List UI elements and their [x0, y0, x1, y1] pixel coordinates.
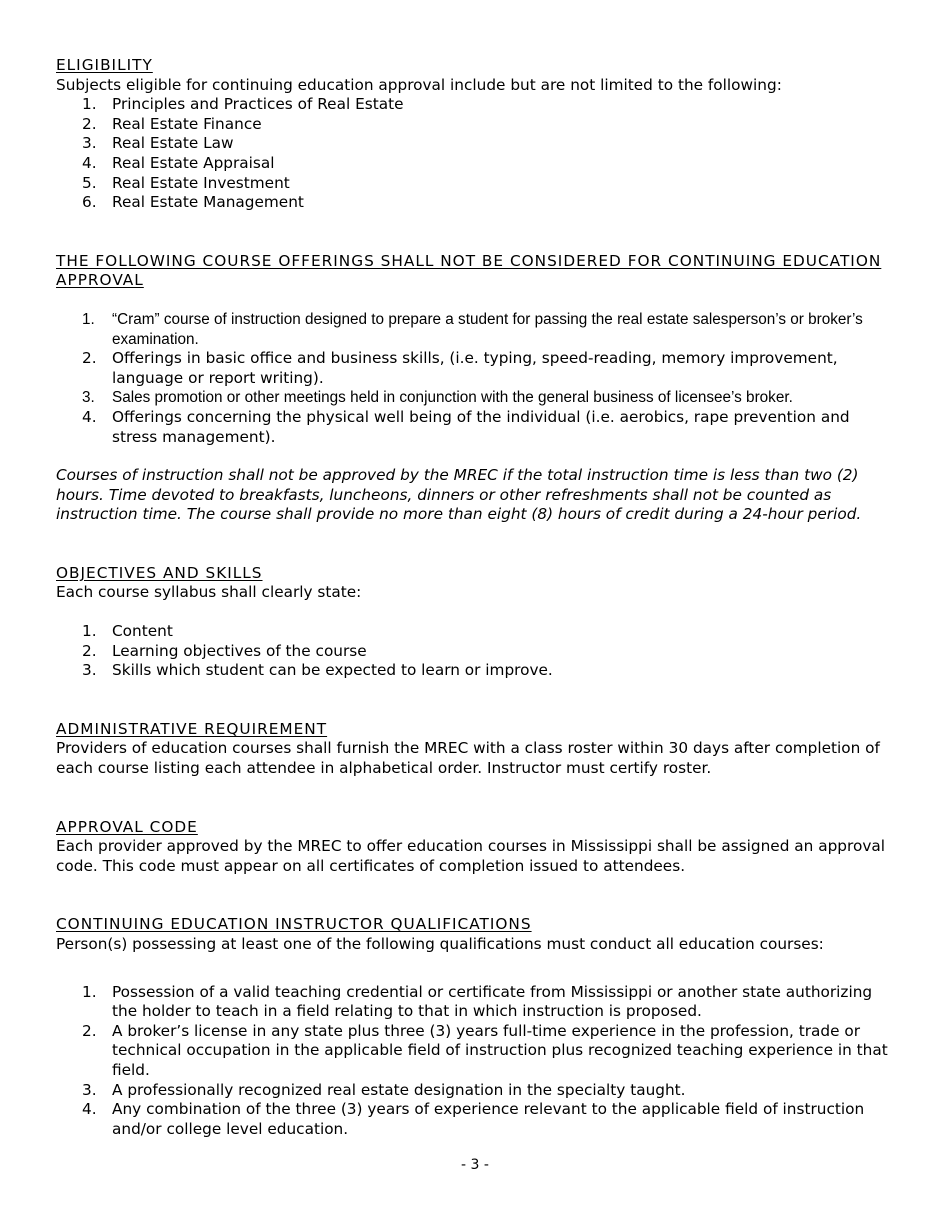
list-item: 1. Possession of a valid teaching credential or certificate from Mississippi or another state authorizing the holder to teach in a field relating to that in which instruction is proposed. [82, 982, 873, 1021]
list-item: 1. Content [82, 622, 173, 641]
objectives-section [56, 564, 896, 681]
objectives-heading: OBJECTIVES AND SKILLS [56, 563, 263, 582]
document-page [56, 56, 896, 1139]
objectives-list [56, 622, 896, 681]
list-item: 3. A professionally recognized real estate designation in the specialty taught. [82, 1080, 686, 1099]
list-item: 4. Real Estate Appraisal [82, 153, 275, 172]
list-item: 2. Learning objectives of the course [82, 641, 367, 660]
instructor-qualifications-list [56, 983, 896, 1140]
instructor-qualifications-section [56, 915, 896, 1139]
list-item: 2. Offerings in basic office and business skills, (i.e. typing, speed-reading, memory improvement, language or report writing). [82, 349, 838, 387]
list-item: 4. Any combination of the three (3) years of experience relevant to the applicable field of instruction and/or college level education. [82, 1100, 865, 1138]
list-item: 6. Real Estate Management [82, 193, 304, 212]
eligibility-section [56, 56, 896, 213]
administrative-section [56, 720, 896, 779]
eligibility-intro: Subjects eligible for continuing education approval include but are not limited to the following: [56, 75, 782, 94]
instructor-qualifications-heading: CONTINUING EDUCATION INSTRUCTOR QUALIFICATIONS [56, 915, 532, 934]
eligibility-heading: ELIGIBILITY [56, 56, 153, 74]
list-item: 1. Principles and Practices of Real Estate [82, 95, 404, 114]
page-number: - 3 - [461, 1157, 489, 1173]
eligibility-list [56, 95, 896, 213]
list-item: 2. Real Estate Finance [82, 114, 262, 133]
excluded-offerings-list [56, 310, 896, 447]
list-item: 2. A broker’s license in any state plus three (3) years full-time experience in the profession, trade or technical occupation in the applicable field of instruction plus recognized teaching experience in that field. [82, 1021, 888, 1079]
list-item: 4. Offerings concerning the physical well being of the individual (i.e. aerobics, rape prevention and stress management). [82, 407, 850, 446]
list-item: 1. “Cram” course of instruction designed to prepare a student for passing the real estate salesperson’s or broker’s examination. [82, 310, 863, 348]
approval-code-section [56, 818, 896, 877]
instruction-time-note: Courses of instruction shall not be approved by the MREC if the total instruction time is less than two (2) hours. Time devoted to breakfasts, luncheons, dinners or other refreshments shall not be counted as instruction time. The course shall provide no more than eight (8) hours of credit during a 24-hour period. [56, 466, 862, 524]
list-item: 5. Real Estate Investment [82, 173, 290, 192]
instructor-qualifications-intro: Person(s) possessing at least one of the following qualifications must conduct all education courses: [56, 935, 824, 953]
administrative-body: Providers of education courses shall furnish the MREC with a class roster within 30 days after completion of each course listing each attendee in alphabetical order. Instructor must certify roster. [56, 739, 880, 778]
approval-code-heading: APPROVAL CODE [56, 817, 198, 836]
objectives-intro: Each course syllabus shall clearly state: [56, 583, 362, 602]
approval-code-body: Each provider approved by the MREC to offer education courses in Mississippi shall be assigned an approval code. This code must appear on all certificates of completion issued to attendees. [56, 837, 885, 875]
list-item: 3. Sales promotion or other meetings held in conjunction with the general business of licensee’s broker. [82, 389, 793, 407]
list-item: 3. Real Estate Law [82, 134, 234, 153]
excluded-offerings-section [56, 252, 896, 525]
excluded-offerings-heading: THE FOLLOWING COURSE OFFERINGS SHALL NOT BE CONSIDERED FOR CONTINUING EDUCATION APPROVAL [56, 251, 882, 290]
list-item: 3. Skills which student can be expected to learn or improve. [82, 661, 553, 680]
administrative-heading: ADMINISTRATIVE REQUIREMENT [56, 719, 328, 738]
